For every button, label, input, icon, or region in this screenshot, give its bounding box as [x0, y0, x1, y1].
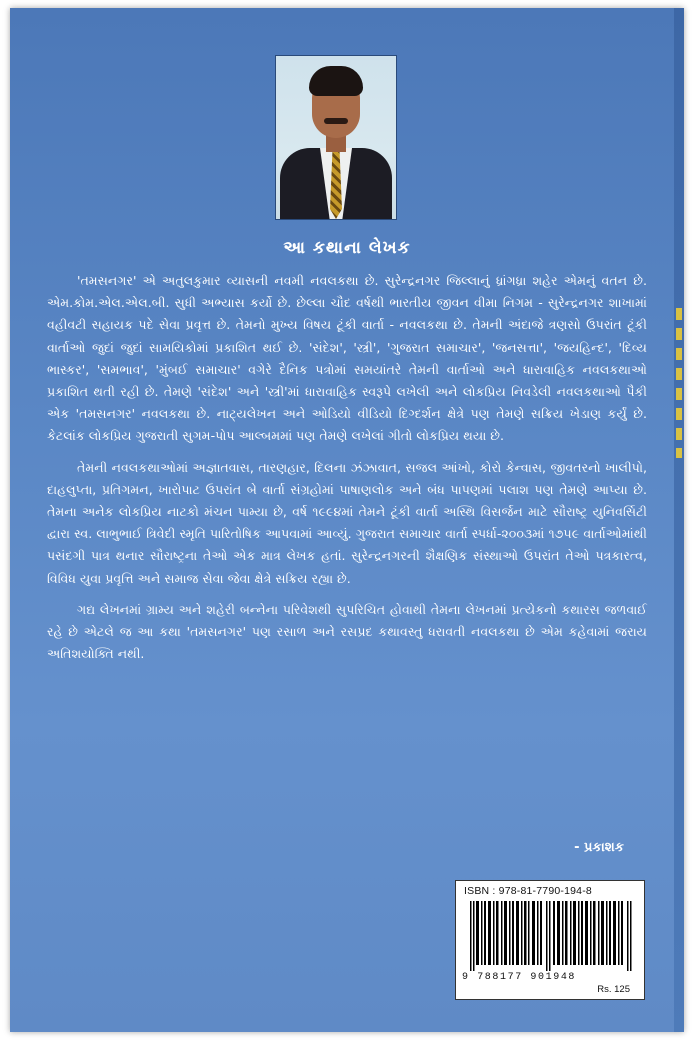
author-photo [275, 55, 397, 220]
about-author-heading: આ કથાના લેખક [283, 238, 411, 258]
price-label: Rs. 125 [597, 984, 630, 995]
bio-paragraph-2: તેમની નવલકથાઓમાં અજ્ઞાતવાસ, તારણહાર, દિલના ઝંઝાવાત, સજલ આંખો, કોરો કેન્વાસ, જીવતરનો ખાલીપો, દાહલુપ્તા, પ્રતિગમન, ખારોપાટ ઉપરાંત બે વાર્તા સંગ્રહોમાં પાષાણલોક અને બંધ પાપણમાં પલાશ પણ તેમણે આપ્યા છે. તેમના અનેક લોકપ્રિય નાટકો મંચન પામ્યા છે, વર્ષ ૧૯૯૪માં તેમને ટૂંકી વાર્તા અસ્થિ વિસર્જન માટે સૌરાષ્ટ્ર યુનિવર્સિટી દ્વારા સ્વ. લાભુભાઈ ત્રિવેદી સ્મૃતિ પારિતોષિક આપવામાં આવ્યું. ગુજરાત સમાચાર વાર્તા સ્પર્ધા-૨૦૦૩માં ૧૭૫૯ વાર્તાઓમાંથી પસંદગી પાત્ર થનાર સૌરાષ્ટ્રના તેઓ એક માત્ર લેખક હતાં. સુરેન્દ્રનગરની શૈક્ષણિક સંસ્થાઓ ઉપરાંત તેઓ પત્રકારત્વ, વિવિધ યુવા પ્રવૃત્તિ અને સમાજ સેવા જેવા ક્ષેત્રે સક્રિય રહ્યા છે. [47, 459, 647, 586]
spine-edge [674, 8, 684, 1032]
barcode-icon [470, 901, 632, 971]
book-back-cover [10, 8, 684, 1032]
barcode-number: 9 788177 901948 [462, 972, 577, 983]
isbn-barcode-box [455, 880, 645, 1000]
publisher-signature: - પ્રકાશક [574, 840, 624, 855]
isbn-label: ISBN : 978-81-7790-194-8 [464, 885, 592, 897]
bio-paragraph-1: 'તમસનગર' એ અતુલકુમાર વ્યાસની નવમી નવલકથા છે. સુરેન્દ્રનગર જિલ્લાનું ધ્રાંગધ્રા શહેર એમનું વતન છે. એમ.કોમ.એલ.એલ.બી. સુધી અભ્યાસ કર્યો છે. છેલ્લા ચૌદ વર્ષથી ભારતીય જીવન વીમા નિગમ - સુરેન્દ્રનગર શાખામાં વહીવટી સહાયક પદે સેવા પ્રવૃત્ત છે. તેમનો મુખ્ય વિષય ટૂંકી વાર્તા - નવલકથા છે. તેમની અંદાજે ત્રણસો ઉપરાંત ટૂંકી વાર્તાઓ જુદાં જુદાં સામયિકોમાં પ્રકાશિત થઈ છે. 'સંદેશ', 'સ્ત્રી', 'ગુજરાત સમાચાર', 'જનસત્તા', 'જયહિન્દ', 'દિવ્ય ભાસ્કર', 'સમભાવ', 'મુંબઈ સમાચાર' વગેરે દૈનિક પત્રોમાં સમયાંતરે તેમની વાર્તાઓ અને ધારાવાહિક નવલકથાઓ પ્રકાશિત થતી રહી છે. તેમણે 'સંદેશ' અને 'સ્ત્રી'માં ધારાવાહિક સ્વરૂપે લખેલી અને લોકપ્રિય નિવડેલી નવલકથાઓ પૈકી એક 'તમસનગર' નવલકથા છે. નાટ્યલેખન અને ઓડિયો વીડિયો દિગ્દર્શન ક્ષેત્રે પણ તેમણે સક્રિય ખેડાણ કર્યું છે. કેટલાંક લોકપ્રિય ગુજરાતી સુગમ-પોપ આલ્બમમાં પણ તેમણે લખેલાં ગીતો લોકપ્રિય થયા છે. [47, 273, 647, 444]
spine-title-marks [676, 308, 682, 458]
bio-paragraph-3: ગદ્ય લેખનમાં ગ્રામ્ય અને શહેરી બન્નેના પરિવેશથી સુપરિચિત હોવાથી તેમના લેખનમાં પ્રત્યેકનો કથારસ જળવાઈ રહે છે એટલે જ આ કથા 'તમસનગર' પણ રસાળ અને રસપ્રદ કથાવસ્તુ ધરાવતી નવલકથા છે એમ કહેવામાં જરાય અતિશયોક્તિ નથી. [47, 601, 647, 662]
author-bio [47, 270, 647, 674]
